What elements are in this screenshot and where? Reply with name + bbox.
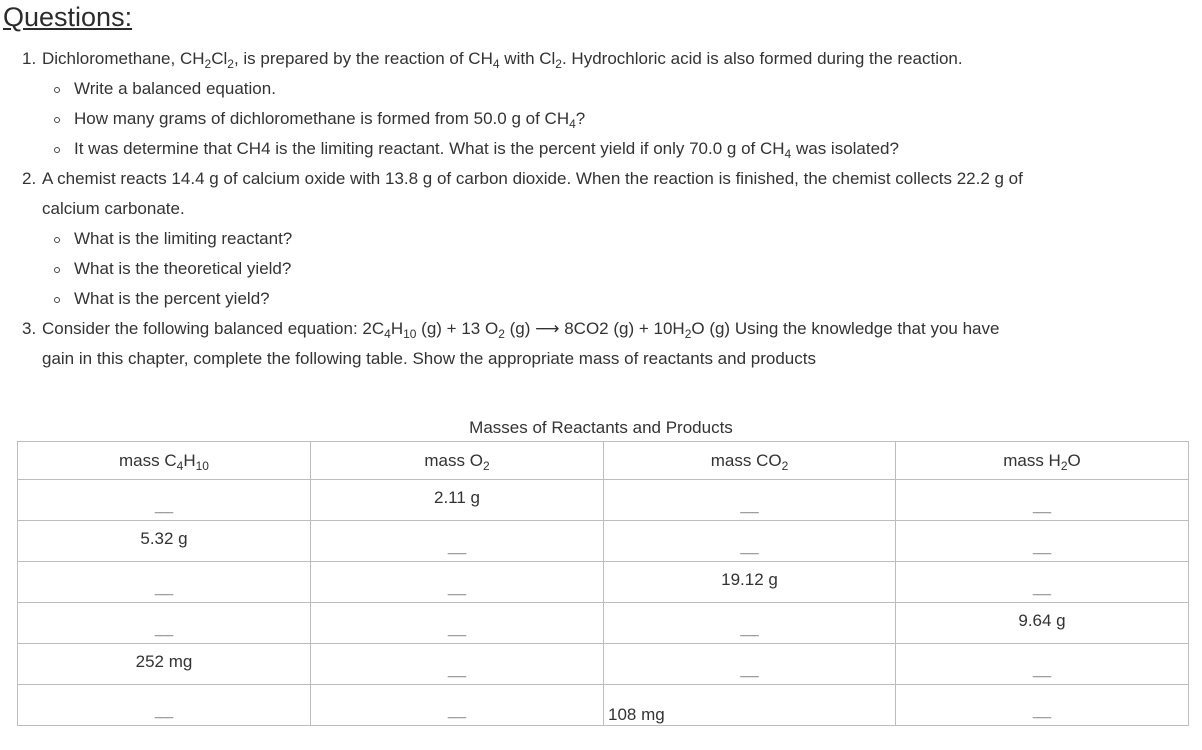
table-cell[interactable]: 108 mg: [604, 685, 896, 726]
table-cell[interactable]: ___: [311, 644, 604, 685]
table-cell[interactable]: ___: [896, 562, 1189, 603]
table-cell[interactable]: 19.12 g: [604, 562, 896, 603]
table-cell[interactable]: 5.32 g: [18, 521, 311, 562]
bullet-icon: [54, 117, 60, 123]
table-cell[interactable]: ___: [311, 685, 604, 726]
table-cell[interactable]: ___: [896, 644, 1189, 685]
table-caption: Masses of Reactants and Products: [469, 418, 733, 437]
q2-number: 2.: [22, 169, 37, 188]
table-cell[interactable]: ___: [18, 480, 311, 521]
table-row: [18, 685, 1189, 726]
table-cell[interactable]: ___: [311, 562, 604, 603]
q2-text-line2: calcium carbonate.: [42, 199, 185, 218]
q1-text: Dichloromethane, $CH_2Cl_2$, is prepared by the reaction of $CH_4$ with $Cl_2$. Hydrochloric acid is also formed during the reaction.: [42, 49, 963, 71]
table-cell[interactable]: ___: [311, 521, 604, 562]
header-mass-o2: mass $O_2$: [311, 442, 604, 480]
header-mass-co2: mass $CO_2$: [604, 442, 896, 480]
table-cell[interactable]: ___: [896, 480, 1189, 521]
table-cell[interactable]: ___: [604, 480, 896, 521]
q2-bullet-c: What is the percent yield?: [74, 289, 270, 308]
q1-bullet-c: It was determine that CH4 is the limiting reactant. What is the percent yield if only 70.0 g of $CH_4$ was isolated?: [74, 139, 899, 161]
q3-number: 3.: [22, 319, 37, 338]
table-cell[interactable]: ___: [18, 603, 311, 644]
table-header-row: [18, 442, 1189, 480]
q2-bullet-b: What is the theoretical yield?: [74, 259, 292, 278]
table-cell[interactable]: 252 mg: [18, 644, 311, 685]
table-row: [18, 562, 1189, 603]
table-row: [18, 644, 1189, 685]
q1-number: 1.: [22, 49, 37, 68]
bullet-icon: [54, 267, 60, 273]
q1-bullet-a: Write a balanced equation.: [74, 79, 276, 98]
bullet-icon: [54, 87, 60, 93]
reaction-arrow-icon: ⟶: [535, 319, 560, 338]
table-cell[interactable]: ___: [896, 685, 1189, 726]
q3-text-line1: Consider the following balanced equation: $2C_4H_{10}$ (g) + 13 $O_2$ (g) ⟶ 8CO2 $(g) + 10H_2O$ (g) Using the knowledge that you have: [42, 319, 1000, 341]
table-row: [18, 480, 1189, 521]
table-cell[interactable]: ___: [311, 603, 604, 644]
q1-bullet-b: How many grams of dichloromethane is formed from 50.0 g of $CH_4$?: [74, 109, 586, 131]
table-cell[interactable]: ___: [604, 603, 896, 644]
table-row: [18, 521, 1189, 562]
table-cell[interactable]: ___: [604, 521, 896, 562]
table-cell[interactable]: ___: [604, 644, 896, 685]
table-cell[interactable]: 9.64 g: [896, 603, 1189, 644]
table-row: [18, 603, 1189, 644]
q2-text-line1: A chemist reacts 14.4 g of calcium oxide with 13.8 g of carbon dioxide. When the reaction is finished, the chemist collects 22.2 g of: [42, 169, 1023, 188]
header-mass-c4h10: mass $C_4H_{10}$: [18, 442, 311, 480]
table-cell[interactable]: ___: [18, 685, 311, 726]
masses-table: [17, 441, 1189, 726]
table-cell[interactable]: 2.11 g: [311, 480, 604, 521]
bullet-icon: [54, 237, 60, 243]
table-cell[interactable]: ___: [18, 562, 311, 603]
header-mass-h2o: mass $H_2O$: [896, 442, 1189, 480]
table-cell[interactable]: ___: [896, 521, 1189, 562]
q3-text-line2: gain in this chapter, complete the following table. Show the appropriate mass of reactants and products: [42, 349, 816, 368]
page-heading: Questions:: [3, 2, 133, 32]
bullet-icon: [54, 297, 60, 303]
bullet-icon: [54, 147, 60, 153]
q2-bullet-a: What is the limiting reactant?: [74, 229, 293, 248]
